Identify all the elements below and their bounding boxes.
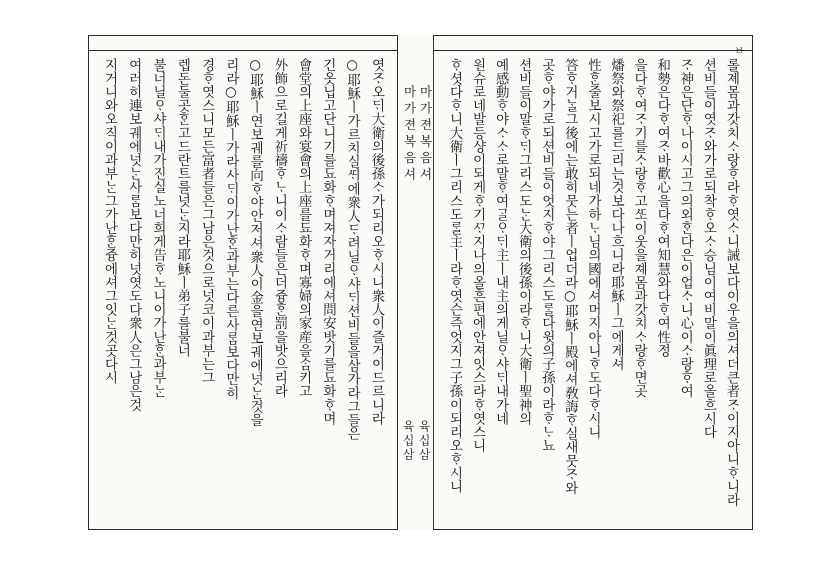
page-number: 육십삼 [417,420,431,462]
running-title: 마가젼복음셔 [418,85,433,184]
text-column: 外飾으로길게祈禱ᄒᆞᄂᆞ니이ᄉᆞ람들은더즁ᄒᆞᆫ罰을밧으리라 [271,58,287,398]
text-column: 리라○耶穌ㅣ가라사ᄃᆡ이가난ᄒᆞᆫ과부는다른사ᄅᆞᆷ보다만히 [223,58,239,400]
book-spread [88,35,753,530]
text-column: ᄒᆞ셧다ᄒᆞ니大衛ㅣ그리스도ᄅᆞᆯ主ㅣ라ᄒᆞ엿슨즉엇지그子孫이되리오ᄒᆞ시니 [447,58,462,494]
corner-mark: ㅂ [734,46,744,57]
text-column: 엿ᄌᆞ오ᄃᆡ大衛의後孫ᄉᆞ가되리오ᄒᆞ시니衆人이즐거이드르니라 [368,58,384,426]
text-column: 경ᄒᆞ엿스니모든富者들은그남은것으로넛코이과부는그 [199,58,215,385]
left-page-text-columns [99,58,387,517]
text-column: 곳ᄒᆞ야가로되션비들이엇지ᄒᆞ야그리스도ᄅᆞᆯ다윗의子孫이라ᄒᆞᄂᆞ뇨 [539,58,555,453]
text-column: 여러히連보궤에넛ᄂᆞᆫ사ᄅᆞᆷ보다만히넛엿도다衆人은그남은것 [126,58,142,412]
text-column: 을다ᄒᆞ여ᄌᆞ기를ᄉᆞ랑ᄒᆞ고ᄯᅩ이웃을졔몸과갓치ᄉᆞ랑ᄒᆞ면곳 [631,58,647,398]
text-column: 會堂의上座와宴會의上座를됴화ᄒᆞ며寡婦의家産을ᄉᆞᆷ키고 [296,58,312,398]
top-rule [89,50,397,51]
running-title: 마가젼복음셔 [402,85,417,184]
text-column: 원슈로네발등샹이되게ᄒᆞ기ᄭᆞ지나의올흔편에안져잇스라ᄒᆞ엿스니 [470,58,486,453]
text-column: ○耶穌ㅣ가르치실ᄯᆡ에衆人ᄃᆞ려닐ᄋᆞ샤ᄃᆡ션비들을삼가라그들은 [344,58,360,441]
top-rule [434,50,752,51]
text-column: 션비들이엿ᄌᆞ와가로되착ᄒᆞ오ᄉᆞ승님이여비말이眞理로올흐시다 [700,58,716,439]
text-column: 燔祭와祭祀를드리는것보다나흐니라耶穌ㅣ그에게셔 [608,58,624,371]
text-column: 答ᄒᆞ거ᄂᆞᆯ그後에는敢히뭇는者ㅣ업더라○耶穌ㅣ殿에셔敎誨ᄒᆞ실새뭇ᄌᆞ와 [562,58,578,495]
right-page-text-columns [444,58,742,517]
text-column: 렙돈둘곳ᄒᆞᆫ고드란트를넛ᄂᆞᆫ지라耶穌ㅣ弟子를불너 [174,58,190,358]
text-column: 긴옷닙고단니기를됴화ᄒᆞ며져자거리에셔問安밧기를됴화ᄒᆞ며 [320,58,336,426]
text-column: 불너닐ᄋᆞ샤ᄃᆡ내가진실노너희게告ᄒᆞ노니이가난ᄒᆞᆫ과부ᄂᆞᆫ [150,58,166,398]
text-column: ᄌᆞ神은단ᄒᆞ나이시고그의외ᄒᆞᆫ다은이업ᄉᆞ니心이ᄉᆞ랑ᄒᆞ여 [677,58,693,398]
text-column: 지거니와오직이과부ᄂᆞᆫ그가난ᄒᆞᆫ즁에셔그잇ᄂᆞᆫ것곳다시 [102,58,117,385]
text-column: ○耶穌ㅣ연보궤를向ᄒᆞ야안저셔衆人이金을연보궤에넛ᄂᆞᆫ것을 [247,58,263,427]
text-column: 예感動ᄒᆞ야ᄉᆞᄉᆞ로말ᄒᆞ여ᄀᆞᆯᄋᆞᄃᆡ主ㅣ내主의게닐ᄋᆞ샤ᄃᆡ내가네 [493,58,509,426]
page-number: 육십삼 [401,420,415,462]
text-column: 和勢은다ᄒᆞ여ᄌᆞ바歡心을다ᄒᆞ여知慧와다ᄒᆞ여性정 [654,58,670,358]
gutter [398,35,433,530]
text-column: 롤졔몸과갓치ᄉᆞ랑ᄒᆞ라ᄒᆞ엿ᄉᆞ니誡보다이우을의셔더큰者ᄌᆞ이지아니ᄒᆞ니라 [723,58,739,507]
text-column: 性ᄒᆞᆫ줄보시고가로되네가하ᄂᆞ님의國에셔머지아니ᄒᆞ도다ᄒᆞ시니 [585,58,601,439]
right-page [433,35,753,530]
text-column: 션비들이말ᄒᆞᄃᆡ그리스도ᄂᆞᆫ大衛의後孫이라ᄒᆞ니大衛ㅣ聖神의 [516,58,532,426]
left-page [88,35,398,530]
